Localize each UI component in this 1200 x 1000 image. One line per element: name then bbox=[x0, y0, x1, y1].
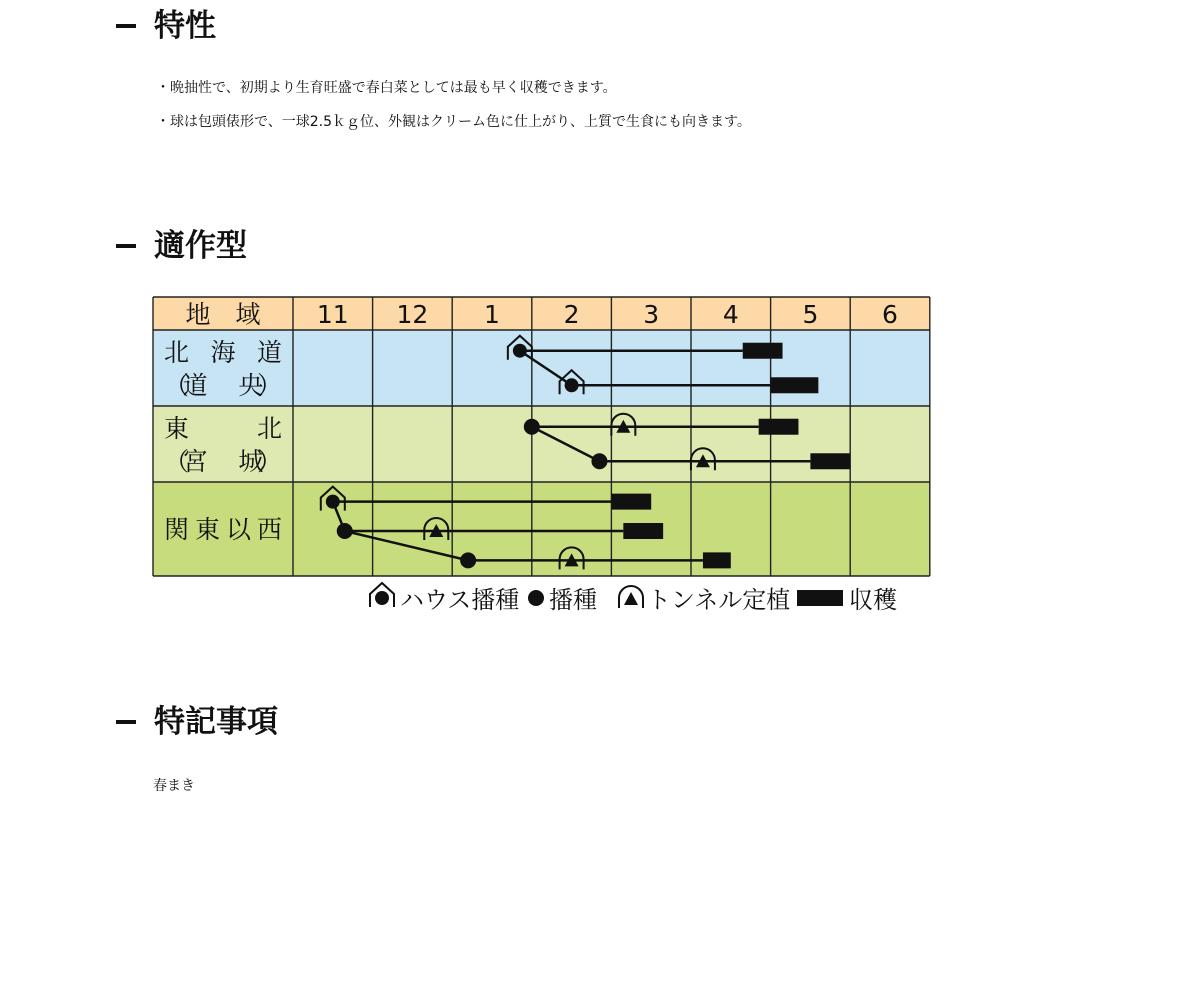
features-list bbox=[156, 78, 751, 146]
month-label: 4 bbox=[722, 300, 739, 329]
harvest-icon bbox=[797, 590, 843, 606]
month-label: 5 bbox=[802, 300, 819, 329]
harvest-bar bbox=[810, 453, 850, 469]
notes-heading bbox=[116, 702, 278, 742]
cropping-type-heading-text: 適作型 bbox=[154, 228, 247, 264]
cropping-calendar bbox=[150, 294, 940, 624]
legend-label: 収穫 bbox=[849, 586, 897, 614]
house-sowing-icon bbox=[370, 583, 394, 607]
legend-label: 播種 bbox=[549, 586, 597, 614]
month-label: 12 bbox=[396, 300, 429, 329]
cropping-type-heading bbox=[116, 226, 247, 266]
legend-label: ハウス播種 bbox=[400, 586, 520, 614]
harvest-bar bbox=[623, 523, 663, 539]
region-label: 北 海 道 bbox=[164, 338, 282, 367]
region-label: （道 央） bbox=[164, 371, 282, 400]
harvest-bar bbox=[771, 377, 819, 393]
month-label: 2 bbox=[563, 300, 580, 329]
notes-heading-text: 特記事項 bbox=[154, 704, 278, 740]
tunnel-planting-icon bbox=[619, 586, 643, 608]
feature-item: ・球は包頭俵形で、一球2.5ｋｇ位、外観はクリーム色に仕上がり、上質で生食にも向きます。 bbox=[156, 114, 751, 130]
region-label: 東 北 bbox=[164, 414, 282, 443]
features-heading-text: 特性 bbox=[154, 8, 216, 44]
region-label: 関東以西 bbox=[164, 515, 282, 544]
sowing-icon bbox=[528, 590, 544, 606]
month-label: 6 bbox=[882, 300, 898, 329]
month-label: 1 bbox=[484, 300, 500, 329]
harvest-bar bbox=[611, 494, 651, 510]
sowing-icon bbox=[591, 453, 607, 469]
notes-text: 春まき bbox=[153, 778, 195, 794]
harvest-bar bbox=[743, 343, 783, 359]
legend-label: トンネル定植 bbox=[647, 586, 791, 614]
features-heading bbox=[116, 6, 216, 46]
harvest-bar bbox=[759, 419, 799, 435]
heading-dash bbox=[116, 24, 136, 28]
feature-item: ・晩抽性で、初期より生育旺盛で春白菜としては最も早く収穫できます。 bbox=[156, 80, 617, 96]
sowing-icon bbox=[337, 523, 353, 539]
harvest-bar bbox=[703, 552, 731, 568]
region-label: （宮 城） bbox=[164, 447, 282, 476]
heading-dash bbox=[116, 244, 136, 248]
heading-dash bbox=[116, 720, 136, 724]
calendar-header-label: 地 域 bbox=[185, 300, 261, 329]
sowing-icon bbox=[460, 552, 476, 568]
month-label: 11 bbox=[316, 300, 349, 329]
month-label: 3 bbox=[643, 300, 660, 329]
